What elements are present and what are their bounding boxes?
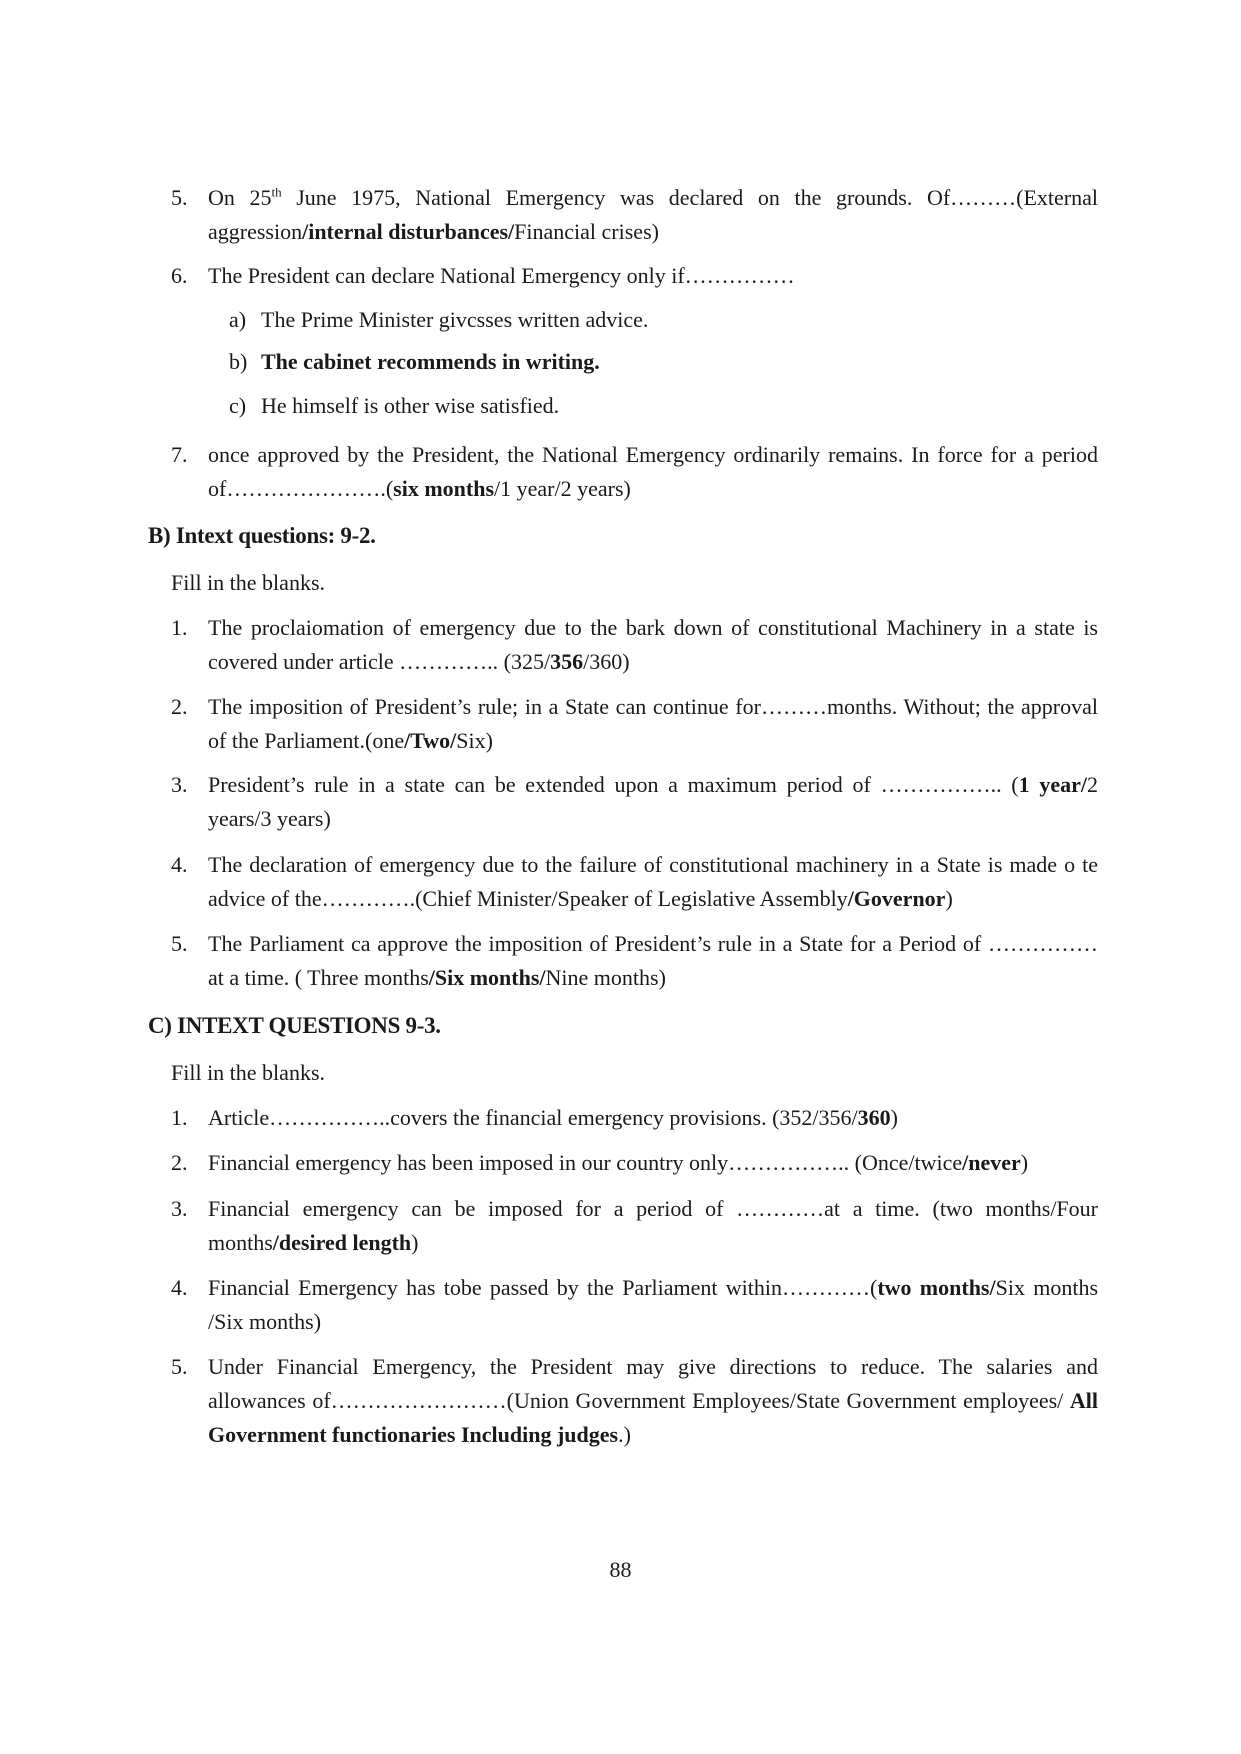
instruction-text: Fill in the blanks. [171,1060,325,1085]
text-segment: Six) [456,728,493,753]
answer-bold-text: All Government functionaries Including judges [208,1388,1098,1447]
question-item [171,1101,1098,1135]
item-number: 1. [171,1105,188,1130]
question-item [171,438,1098,506]
item-text [208,690,1098,758]
text-segment: 2 years/3 years) [208,772,1098,831]
question-item [171,1146,1098,1180]
answer-bold-text: /Two/ [404,728,457,753]
text-segment: He himself is other wise satisfied. [261,393,560,418]
question-item [171,611,1098,679]
item-number: 4. [171,1275,188,1300]
item-text [208,1146,1098,1180]
item-text [208,611,1098,679]
item-number: a) [229,307,247,332]
text-segment: ) [945,886,953,911]
answer-bold-text: /internal disturbances/ [302,219,515,244]
text-segment: ) [411,1230,419,1255]
text-segment: On 25 [208,185,272,210]
answer-bold-text: six months [393,476,495,501]
text-segment: Financial crises) [514,219,659,244]
text-segment: The Prime Minister givcsses written advice. [261,307,649,332]
text-segment: /1 year/2 years) [494,476,631,501]
item-text [208,768,1098,836]
answer-bold-text: 356 [550,649,584,674]
text-segment: The imposition of President’s rule; in a State can continue for………months. Without; the approval of the Parliament.(one [208,694,1098,753]
item-number: 3. [171,1196,188,1221]
text-segment: Six months /Six months) [208,1275,1099,1334]
text-segment: .) [618,1422,631,1447]
item-number: 1. [171,615,188,640]
text-segment: ) [890,1105,898,1130]
question-item [171,1192,1098,1260]
question-item [171,768,1098,836]
item-number: 4. [171,852,188,877]
item-text [261,345,1089,379]
item-text [208,259,1098,293]
text-segment: Article……………..covers the financial emergency provisions. (352/356/ [208,1105,858,1130]
item-text [208,181,1098,249]
answer-bold-text: /desired length [272,1230,412,1255]
item-number: b) [229,349,248,374]
answer-bold-text: /Six months/ [428,965,546,990]
text-segment: /360) [583,649,630,674]
question-item [171,690,1098,758]
question-item [171,848,1098,916]
question-item [171,1350,1098,1452]
section-heading: C) INTEXT QUESTIONS 9-3. [148,1013,441,1038]
text-segment: June 1975, National Emergency was declared on the grounds. Of………(External aggression [208,185,1099,244]
item-text [208,1271,1098,1339]
text-segment: The proclaiomation of emergency due to the bark down of constitutional Machinery in a state is covered under article ………….. (325/ [208,615,1098,674]
text-segment: The Parliament ca approve the imposition of President’s rule in a State for a Period of …………… at a time. ( Three months [208,931,1098,990]
answer-option [229,345,1089,379]
text-segment: The declaration of emergency due to the failure of constitutional machinery in a State is made o te advice of the………….(Chief Minister/Speaker of Legislative Assembly [208,852,1098,911]
answer-bold-text: 360 [857,1105,891,1130]
item-number: 6. [171,263,188,288]
item-text [261,303,1089,337]
item-number: 2. [171,1150,188,1175]
text-segment: Under Financial Emergency, the President may give directions to reduce. The salaries and allowances of……………………(Union Government Employees/State Government employees/ [208,1354,1098,1413]
answer-bold-text: The cabinet recommends in writing. [261,349,600,374]
text-segment: Financial Emergency has tobe passed by the Parliament within…………( [208,1275,878,1300]
item-number: 2. [171,694,188,719]
question-item [171,927,1098,995]
text-segment: Nine months) [545,965,666,990]
item-text [208,1101,1098,1135]
answer-bold-text: two months/ [877,1275,996,1300]
text-segment: Financial emergency has been imposed in our country only…………….. (Once/twice [208,1150,963,1175]
page-number: 88 [609,1557,632,1582]
item-text [208,1192,1098,1260]
item-text [208,848,1098,916]
instruction-text: Fill in the blanks. [171,570,325,595]
text-segment: ) [1020,1150,1029,1175]
item-number: 5. [171,1354,188,1379]
answer-option [229,303,1089,337]
question-item [171,1271,1098,1339]
answer-bold-text: /never [962,1150,1021,1175]
text-segment: The President can declare National Emergency only if…………… [208,263,795,288]
item-number: 7. [171,442,188,467]
question-item [171,259,1098,293]
item-text [261,389,1089,423]
item-number: c) [229,393,247,418]
question-item [171,181,1098,249]
item-text [208,927,1098,995]
answer-bold-text: 1 year/ [1018,772,1087,797]
text-segment: President’s rule in a state can be extended upon a maximum period of …………….. ( [208,772,1019,797]
section-heading: B) Intext questions: 9-2. [148,523,376,548]
text-segment: Financial emergency can be imposed for a period of …………at a time. (two months/Four months [208,1196,1098,1255]
text-segment: once approved by the President, the National Emergency ordinarily remains. In force for a period of………………….( [208,442,1098,501]
answer-option [229,389,1089,423]
answer-bold-text: /Governor [847,886,946,911]
item-number: 5. [171,931,188,956]
item-text [208,438,1098,506]
item-number: 5. [171,185,188,210]
item-text [208,1350,1098,1452]
item-number: 3. [171,772,188,797]
text-segment: th [271,184,282,200]
